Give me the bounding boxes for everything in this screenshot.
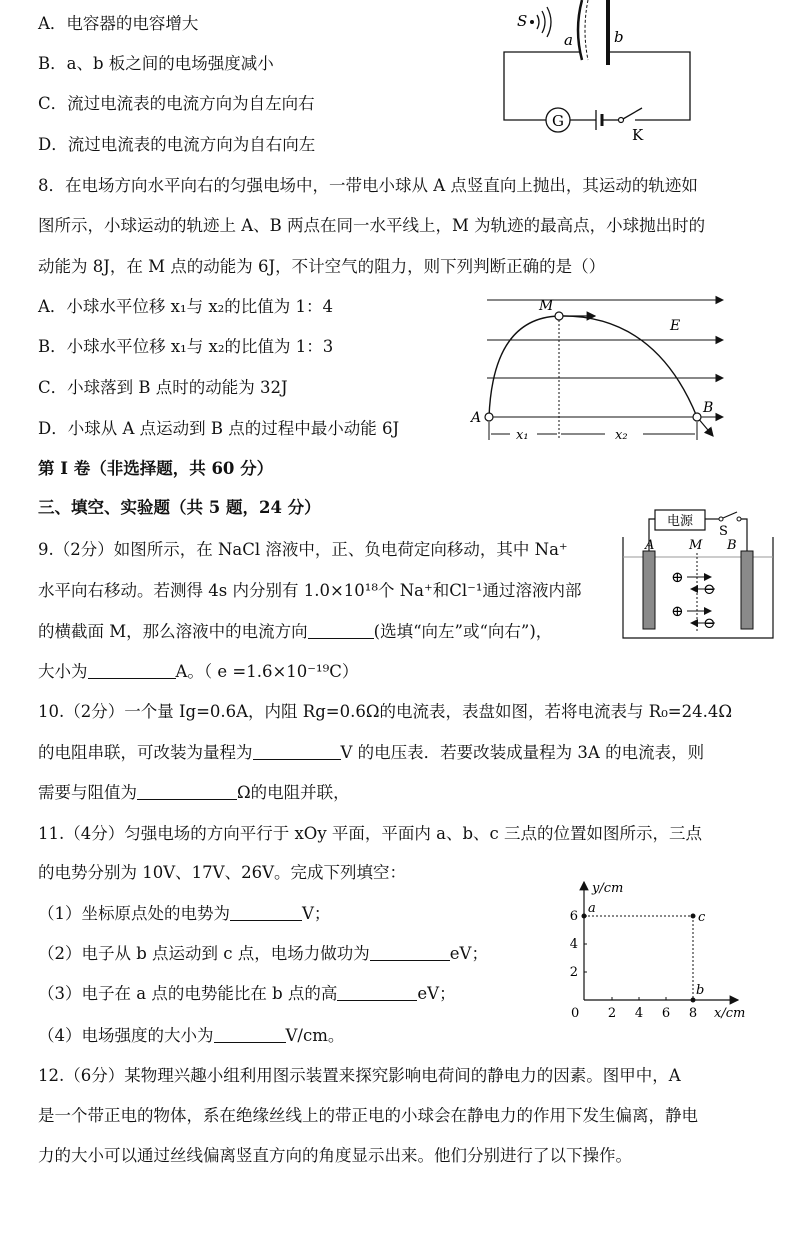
q9-fig-plus-2: ⊕ <box>671 602 684 620</box>
q8-fig-label-x1: x₁ <box>516 428 529 443</box>
q11-graph-xlabel: x/cm <box>714 1006 746 1021</box>
q11-item-4-text-a: （4）电场强度的大小为 <box>38 1026 214 1045</box>
q8-option-a: A．小球水平位移 x₁与 x₂的比值为 1：4 <box>38 297 333 316</box>
q9-fig-label-b: B <box>727 538 737 553</box>
q11-graph-point-a <box>582 914 587 919</box>
q10-line-3 <box>38 782 350 804</box>
q8-fig-label-e: E <box>670 318 681 334</box>
q11-answer-blank-1[interactable] <box>230 904 302 921</box>
q11-answer-blank-2[interactable] <box>370 944 450 961</box>
q8-fig-label-b: B <box>703 400 714 416</box>
q7-option-a: A．电容器的电容增大 <box>38 14 199 33</box>
q7-fig-label-a: a <box>564 31 573 49</box>
q7-option-d: D．流过电流表的电流方向为自右向左 <box>38 135 316 154</box>
q10-line-3-text-b: Ω的电阻并联， <box>237 783 350 802</box>
q7-fig-label-s: S <box>517 12 528 30</box>
q9-electrolyte-figure <box>615 505 785 645</box>
q9-fig-label-s: S <box>719 524 728 539</box>
q8-fig-label-a: A <box>471 410 482 426</box>
q7-fig-label-g: G <box>552 112 564 130</box>
q7-option-c: C．流过电流表的电流方向为自左向右 <box>38 94 315 113</box>
q11-item-1-text-a: （1）坐标原点处的电势为 <box>38 904 230 923</box>
q10-answer-blank-voltage-range[interactable] <box>253 743 341 760</box>
q9-fig-label-power: 电源 <box>666 514 694 529</box>
q9-fig-minus-2: ⊖ <box>703 614 716 632</box>
q9-answer-blank-direction[interactable] <box>308 622 374 639</box>
q11-graph-ylabel: y/cm <box>592 881 624 896</box>
q12-line-1: 12.（6分）某物理兴趣小组利用图示装置来探究影响电荷间的静电力的因素。图甲中，A <box>38 1066 681 1085</box>
q11-item-2 <box>38 943 488 965</box>
q11-graph-ytick-6: 6 <box>569 909 578 924</box>
q8-fig-label-x2: x₂ <box>615 428 628 443</box>
q10-line-1: 10.（2分）一个量 Ig=0.6A，内阻 Rg=0.6Ω的电流表，表盘如图，若将电流表与 R₀=24.4Ω <box>38 702 733 721</box>
q8-option-c: C．小球落到 B 点时的动能为 32J <box>38 378 288 397</box>
q11-answer-blank-3[interactable] <box>337 984 417 1001</box>
section-part-3-heading: 三、填空、实验题（共 5 题，24 分） <box>38 498 321 517</box>
q8-option-d: D．小球从 A 点运动到 B 点的过程中最小动能 6J <box>38 419 400 438</box>
q11-item-1-text-b: V； <box>302 904 331 923</box>
q7-capacitor-circuit-figure <box>500 0 695 145</box>
q11-graph-ytick-4: 4 <box>569 937 578 952</box>
q11-answer-blank-4[interactable] <box>214 1026 286 1043</box>
q9-fig-label-a: A <box>645 538 655 553</box>
q11-line-1: 11.（4分）匀强电场的方向平行于 xOy 平面，平面内 a、b、c 三点的位置如图所示，三点 <box>38 824 703 843</box>
q8-fig-label-m: M <box>539 298 554 314</box>
q7-fig-label-b: b <box>614 28 624 46</box>
q11-graph-xtick-8: 8 <box>688 1006 698 1021</box>
q9-fig-plus-1: ⊕ <box>671 568 684 586</box>
q10-line-2 <box>38 742 704 764</box>
q8-trajectory-figure <box>465 290 730 450</box>
q11-item-3-text-a: （3）电子在 a 点的电势能比在 b 点的高 <box>38 984 338 1003</box>
q7-option-b: B．a、b 板之间的电场强度减小 <box>38 54 274 73</box>
q11-graph-label-b: b <box>696 983 705 998</box>
q11-item-3-text-b: eV； <box>417 984 456 1003</box>
q11-graph-point-c <box>691 914 696 919</box>
q11-line-2: 的电势分别为 10V、17V、26V。完成下列填空： <box>38 863 406 882</box>
q9-answer-blank-magnitude[interactable] <box>88 662 176 679</box>
q11-item-1 <box>38 903 330 925</box>
q11-item-2-text-b: eV； <box>449 944 488 963</box>
q11-graph-label-c: c <box>698 910 706 925</box>
q9-line-4 <box>38 661 358 683</box>
q11-graph-origin: 0 <box>571 1006 580 1021</box>
q8-line-1: 8．在电场方向水平向右的匀强电场中，一带电小球从 A 点竖直向上抛出，其运动的轨迹如 <box>38 176 698 195</box>
q9-line-4-text-a: 大小为 <box>38 662 88 681</box>
q11-graph-label-a: a <box>588 901 596 916</box>
q11-graph-xtick-2: 2 <box>607 1006 617 1021</box>
q11-graph-xtick-6: 6 <box>661 1006 671 1021</box>
q9-line-3 <box>38 621 552 643</box>
q11-item-2-text-a: （2）电子从 b 点运动到 c 点，电场力做功为 <box>38 944 370 963</box>
q7-fig-label-k: K <box>632 126 644 144</box>
q9-line-3-text-b: (选填“向左”或“向右”)， <box>373 622 553 641</box>
q12-line-2: 是一个带正电的物体，系在绝缘丝线上的带正电的小球会在静电力的作用下发生偏离，静电 <box>38 1106 698 1125</box>
q8-line-3: 动能为 8J，在 M 点的动能为 6J，不计空气的阻力，则下列判断正确的是（） <box>38 257 606 276</box>
q12-line-3: 力的大小可以通过丝线偏离竖直方向的角度显示出来。他们分别进行了以下操作。 <box>38 1146 632 1165</box>
q9-line-2: 水平向右移动。若测得 4s 内分别有 1.0×10¹⁸个 Na⁺和Cl⁻¹通过溶液内部 <box>38 581 582 600</box>
q9-line-1: 9.（2分）如图所示，在 NaCl 溶液中，正、负电荷定向移动，其中 Na⁺ <box>38 540 568 559</box>
q11-graph-point-b <box>691 998 696 1003</box>
q9-line-4-text-b: A。（ e =1.6×10⁻¹⁹C） <box>175 662 359 681</box>
q9-fig-minus-1: ⊖ <box>703 580 716 598</box>
q10-line-3-text-a: 需要与阻值为 <box>38 783 137 802</box>
q9-fig-label-m: M <box>689 538 703 553</box>
q9-line-3-text-a: 的横截面 M，那么溶液中的电流方向 <box>38 622 308 641</box>
q11-coordinate-graph <box>562 878 752 1028</box>
q11-item-4 <box>38 1025 344 1047</box>
section-part-2-heading: 第 I 卷（非选择题，共 60 分） <box>38 459 274 478</box>
q8-line-2: 图所示，小球运动的轨迹上 A、B 两点在同一水平线上，M 为轨迹的最高点，小球抛出时的 <box>38 216 706 235</box>
q11-graph-xtick-4: 4 <box>634 1006 644 1021</box>
q10-line-2-text-a: 的电阻串联，可改装为量程为 <box>38 743 253 762</box>
q10-line-2-text-b: V 的电压表．若要改装成量程为 3A 的电流表，则 <box>340 743 705 762</box>
q8-option-b: B．小球水平位移 x₁与 x₂的比值为 1：3 <box>38 337 334 356</box>
q11-item-3 <box>38 983 456 1005</box>
q10-answer-blank-resistance[interactable] <box>137 783 237 800</box>
q11-item-4-text-b: V/cm。 <box>285 1026 345 1045</box>
q11-graph-ytick-2: 2 <box>569 965 578 980</box>
